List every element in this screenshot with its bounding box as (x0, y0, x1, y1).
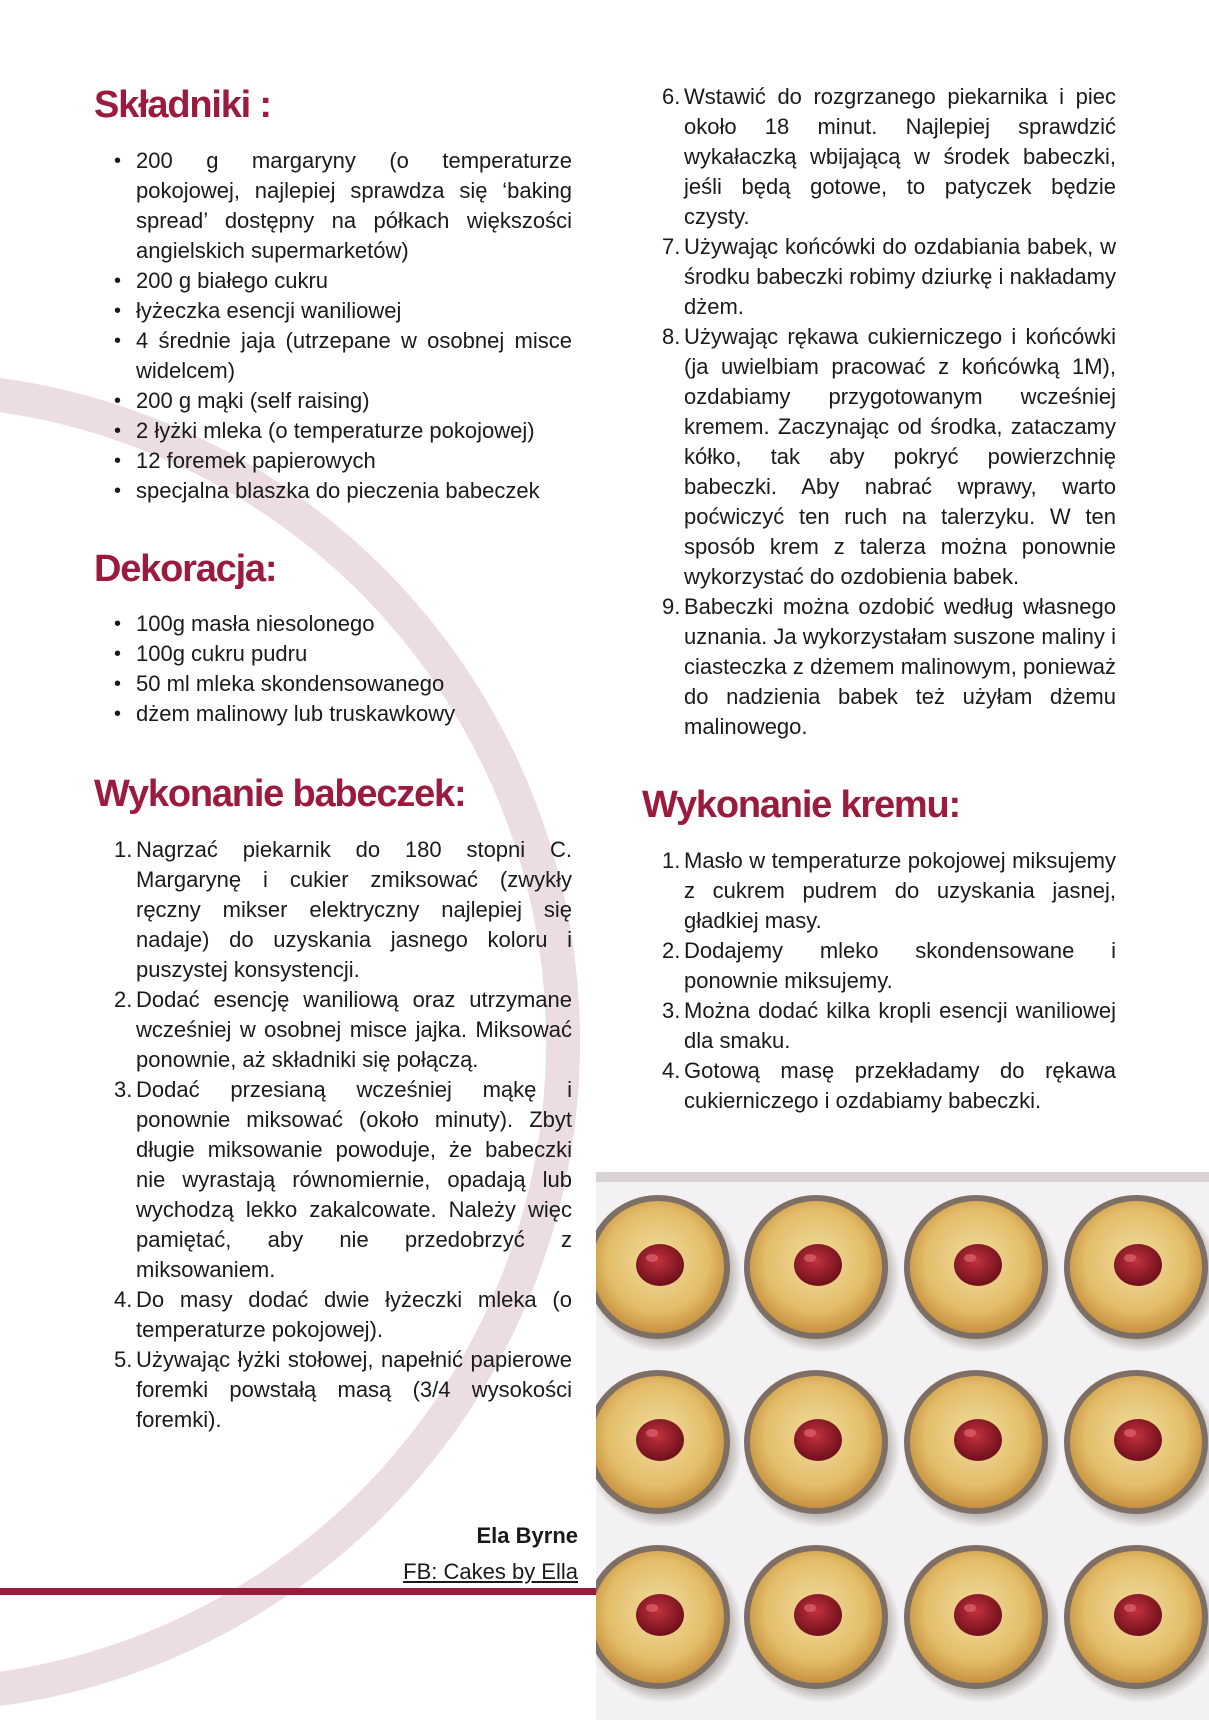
step-text: Wstawić do rozgrzanego piekarnika i piec około 18 minut. Najlepiej sprawdzić wykałaczką wbijającą w środek babeczki, jeśli będą gotowe, to patyczek będzie czysty. (684, 84, 1116, 229)
author-name: Ela Byrne (476, 1523, 578, 1548)
step-item (662, 322, 1116, 592)
step-text: Babeczki można ozdobić według własnego uznania. Ja wykorzystałam suszone maliny i ciasteczka z dżemem malinowym, ponieważ do nadzienia babek też użyłam dżemu malinowego. (684, 594, 1116, 739)
cupcakes-image (596, 1172, 1209, 1720)
list-item: • 2 łyżki mleka (o temperaturze pokojowej) (136, 416, 572, 446)
list-item: • 200 g białego cukru (136, 266, 572, 296)
step-number: 1. (662, 847, 681, 873)
step-item (114, 835, 572, 985)
list-item: • 12 foremek papierowych (136, 446, 572, 476)
step-text: Masło w temperaturze pokojowej miksujemy z cukrem pudrem do uzyskania jasnej, gładkiej masy. (684, 847, 1116, 933)
decoration-heading: Dekoracja: (94, 547, 277, 590)
author-signature (300, 1518, 578, 1590)
cupcakes-photo (596, 1172, 1209, 1720)
list-item: • łyżeczka esencji waniliowej (136, 296, 572, 326)
step-number: 7. (662, 234, 681, 259)
step-item (662, 996, 1116, 1056)
right-column (642, 82, 1116, 1116)
decoration-list (94, 609, 572, 729)
step-item (662, 232, 1116, 322)
cream-steps (642, 846, 1116, 1116)
step-number: 4. (114, 1287, 133, 1313)
step-number: 1. (114, 837, 133, 863)
step-item (114, 985, 572, 1075)
cream-heading: Wykonanie kremu: (642, 784, 960, 826)
step-number: 4. (662, 1057, 681, 1083)
step-number: 3. (114, 1077, 133, 1103)
step-number: 6. (662, 84, 681, 109)
step-text: Gotową masę przekładamy do rękawa cukierniczego i ozdabiamy babeczki. (684, 1057, 1116, 1113)
step-text: Do masy dodać dwie łyżeczki mleka (o temperaturze pokojowej). (136, 1287, 572, 1343)
list-item: • 200 g mąki (self raising) (136, 386, 572, 416)
ingredients-heading: Składniki : (94, 84, 271, 126)
step-item (662, 936, 1116, 996)
step-item (114, 1345, 572, 1435)
step-text: Dodać esencję waniliową oraz utrzymane wcześniej w osobnej misce jajka. Miksować ponownie, aż składniki się połączą. (136, 987, 572, 1073)
author-facebook-link[interactable]: FB: Cakes by Ella (403, 1559, 578, 1584)
step-number: 8. (662, 324, 681, 349)
cupcakes-section (94, 773, 572, 1435)
step-text: Dodać przesianą wcześniej mąkę i ponownie miksować (około minuty). Zbyt długie miksowanie powoduje, że babeczki nie wyrastają równomiernie, opadają lub wychodzą lekko zakalcowate. Należy więc pamiętać, aby nie przedobrzyć z miksowaniem. (136, 1077, 572, 1283)
list-item: • dżem malinowy lub truskawkowy (136, 699, 572, 729)
decoration-section (94, 548, 572, 730)
step-item (114, 1075, 572, 1285)
step-number: 3. (662, 997, 681, 1023)
ingredients-section (94, 84, 572, 506)
list-item: • 50 ml mleka skondensowanego (136, 669, 572, 699)
list-item: • 200 g margaryny (o temperaturze pokojowej, najlepiej sprawdza się ‘baking spread’ dostępny na półkach większości angielskich supermarketów) (136, 146, 572, 266)
step-text: Można dodać kilka kropli esencji waniliowej dla smaku. (684, 997, 1116, 1053)
step-text: Używając końcówki do ozdabiania babek, w środku babeczki robimy dziurkę i nakładamy dżem. (684, 234, 1116, 319)
cupcakes-heading: Wykonanie babeczek: (94, 773, 466, 816)
step-item (662, 82, 1116, 232)
ingredients-list (94, 146, 572, 506)
step-text: Nagrzać piekarnik do 180 stopni C. Margarynę i cukier zmiksować (zwykły ręczny mikser elektryczny najlepiej się nadaje) do uzyskania jasnego koloru i puszystej konsystencji. (136, 837, 572, 983)
step-text: Używając rękawa cukierniczego i końcówki (ja uwielbiam pracować z końcówką 1M), ozdabiamy przygotowanym wcześniej kremem. Zaczynając od środka, zataczamy kółko, tak aby pokryć powierzchnię babeczki. Aby nabrać wprawy, warto poćwiczyć ten ruch na talerzyku. W ten sposób krem z talerza można ponownie wykorzystać do ozdobienia babek. (684, 324, 1116, 589)
list-item: • specjalna blaszka do pieczenia babeczek (136, 476, 572, 506)
cream-section (642, 784, 1116, 1116)
step-item (662, 592, 1116, 742)
cupcakes-steps-continued (642, 82, 1116, 742)
step-item (662, 846, 1116, 936)
step-text: Używając łyżki stołowej, napełnić papierowe foremki powstałą masą (3/4 wysokości foremki). (136, 1347, 572, 1433)
list-item: • 4 średnie jaja (utrzepane w osobnej misce widelcem) (136, 326, 572, 386)
step-number: 2. (662, 937, 681, 963)
step-text: Dodajemy mleko skondensowane i ponownie miksujemy. (684, 937, 1116, 993)
step-item (662, 1056, 1116, 1116)
list-item: • 100g cukru pudru (136, 639, 572, 669)
step-number: 5. (114, 1347, 133, 1373)
bottom-accent-bar (0, 1588, 596, 1595)
step-number: 2. (114, 987, 133, 1013)
step-number: 9. (662, 594, 681, 619)
list-item: • 100g masła niesolonego (136, 609, 572, 639)
left-column (94, 84, 572, 1435)
step-item (114, 1285, 572, 1345)
cupcakes-steps (94, 835, 572, 1435)
